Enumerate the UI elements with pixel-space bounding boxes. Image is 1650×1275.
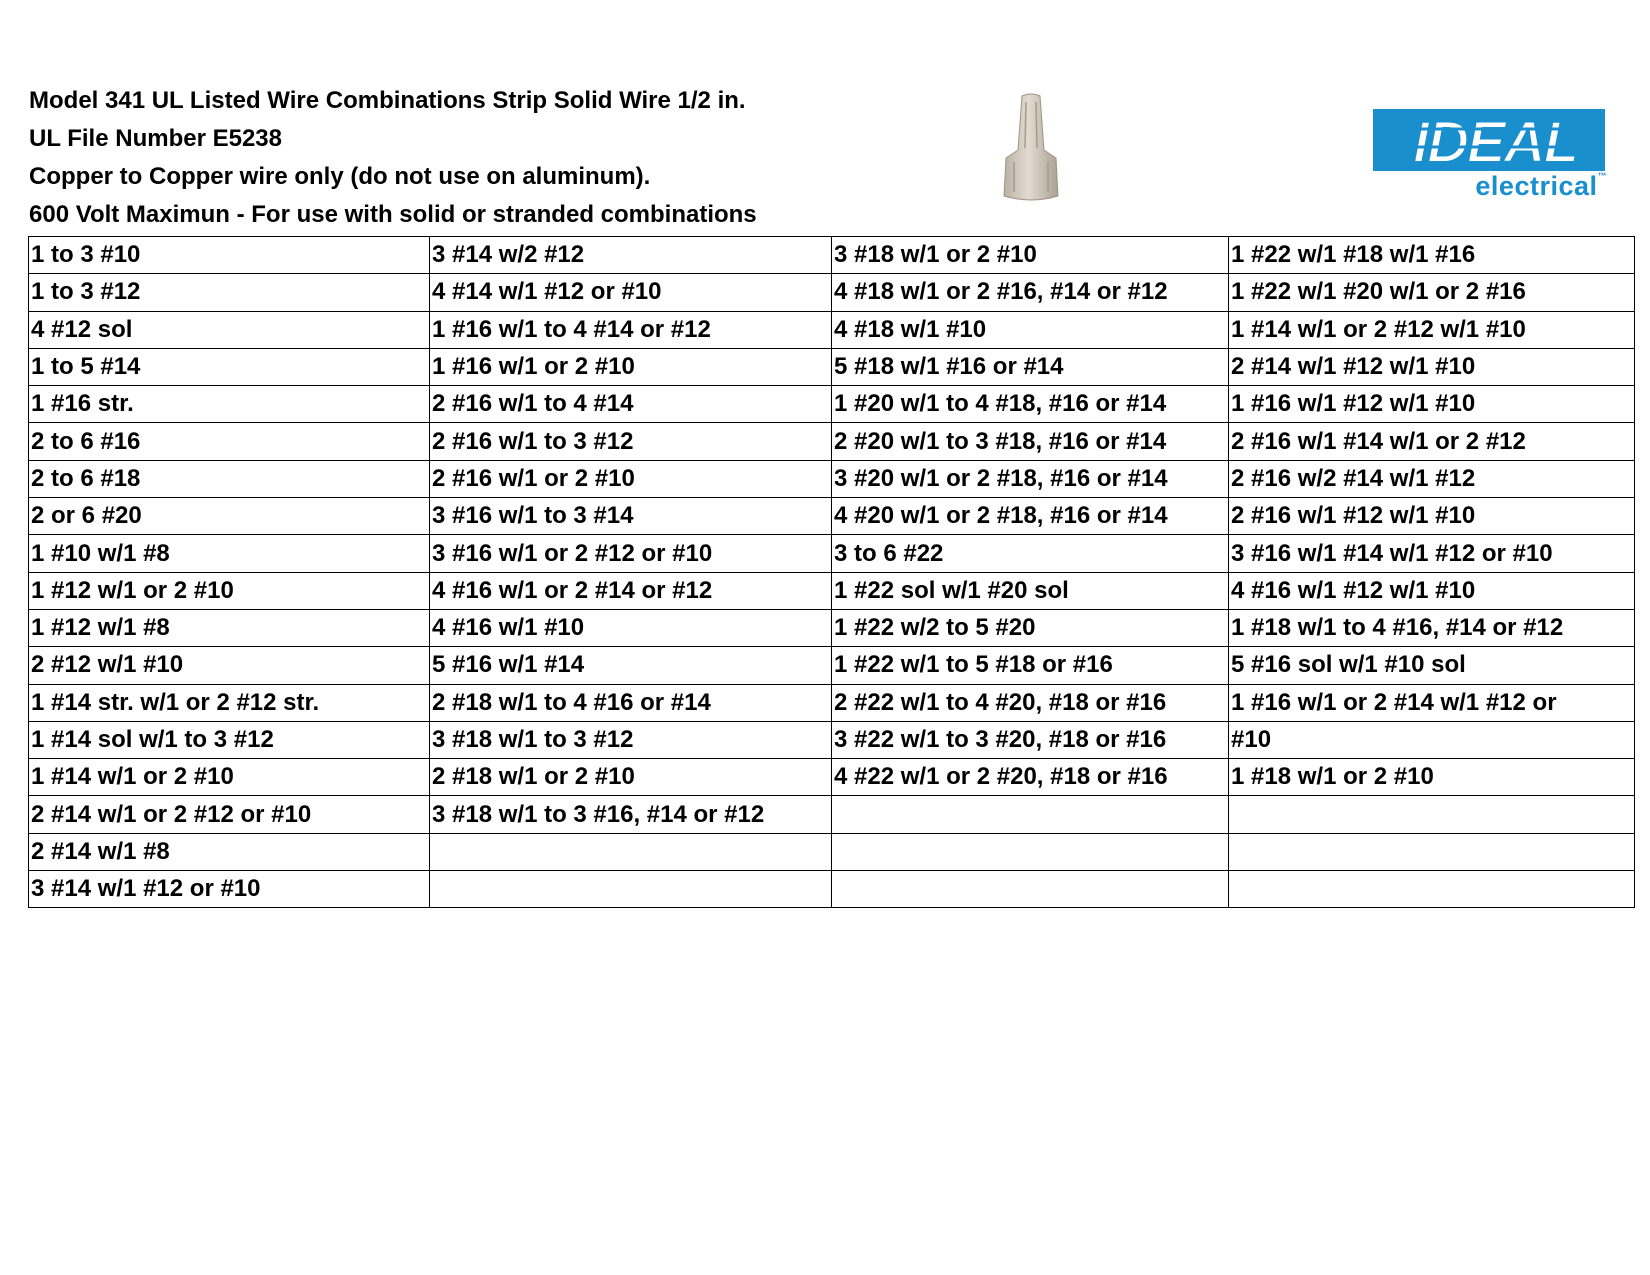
table-cell: 2 #14 w/1 #12 w/1 #10 (1229, 348, 1635, 385)
wire-combinations-table (28, 236, 1635, 908)
wire-connector-icon (1000, 92, 1062, 204)
table-cell: 2 #22 w/1 to 4 #20, #18 or #16 (832, 684, 1229, 721)
table-cell: 1 to 5 #14 (29, 348, 430, 385)
table-cell: 1 to 3 #12 (29, 274, 430, 311)
header-copper-note: Copper to Copper wire only (do not use on aluminum). (29, 163, 651, 190)
table-cell: 1 #18 w/1 or 2 #10 (1229, 759, 1635, 796)
table-cell: 3 #14 w/2 #12 (430, 237, 832, 274)
table-cell: 1 #22 w/1 #18 w/1 #16 (1229, 237, 1635, 274)
table-cell: 3 #18 w/1 or 2 #10 (832, 237, 1229, 274)
table-cell: 2 #14 w/1 #8 (29, 833, 430, 870)
table-row (29, 274, 1635, 311)
table-cell: 4 #16 w/1 #12 w/1 #10 (1229, 572, 1635, 609)
table-cell: 1 #14 sol w/1 to 3 #12 (29, 721, 430, 758)
table-cell (430, 871, 832, 908)
table-cell: 2 #18 w/1 or 2 #10 (430, 759, 832, 796)
table-cell: 3 #14 w/1 #12 or #10 (29, 871, 430, 908)
header-ul-file: UL File Number E5238 (29, 125, 282, 152)
table-cell: 1 #12 w/1 or 2 #10 (29, 572, 430, 609)
table-cell: 2 #16 w/1 #14 w/1 or 2 #12 (1229, 423, 1635, 460)
table-cell: 5 #18 w/1 #16 or #14 (832, 348, 1229, 385)
table-row (29, 498, 1635, 535)
table-row (29, 572, 1635, 609)
table-cell: 5 #16 sol w/1 #10 sol (1229, 647, 1635, 684)
table-cell: 2 #16 w/1 or 2 #10 (430, 460, 832, 497)
table-row (29, 647, 1635, 684)
ideal-electrical-logo (1373, 107, 1621, 203)
table-row (29, 237, 1635, 274)
table-row (29, 721, 1635, 758)
logo-subtitle: electrical™ (1475, 171, 1607, 201)
table-cell: 1 #16 w/1 or 2 #14 w/1 #12 or (1229, 684, 1635, 721)
table-cell: 1 #22 w/2 to 5 #20 (832, 609, 1229, 646)
table-cell: 4 #18 w/1 #10 (832, 311, 1229, 348)
table-cell: 3 #16 w/1 #14 w/1 #12 or #10 (1229, 535, 1635, 572)
table-cell: #10 (1229, 721, 1635, 758)
table-cell (832, 796, 1229, 833)
table-cell: 1 #14 str. w/1 or 2 #12 str. (29, 684, 430, 721)
table-cell: 1 #22 w/1 to 5 #18 or #16 (832, 647, 1229, 684)
table-row (29, 386, 1635, 423)
table-cell: 1 #22 w/1 #20 w/1 or 2 #16 (1229, 274, 1635, 311)
table-cell (1229, 833, 1635, 870)
table-cell: 2 #16 w/2 #14 w/1 #12 (1229, 460, 1635, 497)
table-cell: 1 #16 w/1 or 2 #10 (430, 348, 832, 385)
table-cell: 2 or 6 #20 (29, 498, 430, 535)
table-cell: 1 #12 w/1 #8 (29, 609, 430, 646)
table-cell (832, 871, 1229, 908)
table-row (29, 460, 1635, 497)
table-cell: 2 #12 w/1 #10 (29, 647, 430, 684)
table-cell: 3 #16 w/1 to 3 #14 (430, 498, 832, 535)
table-cell: 2 #18 w/1 to 4 #16 or #14 (430, 684, 832, 721)
table-cell: 4 #18 w/1 or 2 #16, #14 or #12 (832, 274, 1229, 311)
document-header (29, 82, 757, 234)
table-row (29, 833, 1635, 870)
table-cell: 4 #16 w/1 #10 (430, 609, 832, 646)
table-row (29, 348, 1635, 385)
table-cell: 3 to 6 #22 (832, 535, 1229, 572)
table-cell (832, 833, 1229, 870)
table-row (29, 423, 1635, 460)
table-cell: 1 #22 sol w/1 #20 sol (832, 572, 1229, 609)
table-cell: 2 to 6 #16 (29, 423, 430, 460)
table-cell: 1 #10 w/1 #8 (29, 535, 430, 572)
table-cell: 4 #14 w/1 #12 or #10 (430, 274, 832, 311)
table-body (29, 237, 1635, 908)
table-cell: 3 #18 w/1 to 3 #12 (430, 721, 832, 758)
table-cell: 2 #14 w/1 or 2 #12 or #10 (29, 796, 430, 833)
table-cell: 1 #14 w/1 or 2 #10 (29, 759, 430, 796)
table-cell: 3 #22 w/1 to 3 #20, #18 or #16 (832, 721, 1229, 758)
table-row (29, 684, 1635, 721)
table-cell: 4 #22 w/1 or 2 #20, #18 or #16 (832, 759, 1229, 796)
table-row (29, 609, 1635, 646)
table-cell: 4 #12 sol (29, 311, 430, 348)
table-cell: 3 #16 w/1 or 2 #12 or #10 (430, 535, 832, 572)
table-cell: 5 #16 w/1 #14 (430, 647, 832, 684)
table-cell: 3 #18 w/1 to 3 #16, #14 or #12 (430, 796, 832, 833)
table-row (29, 871, 1635, 908)
table-cell (1229, 796, 1635, 833)
table-cell: 4 #16 w/1 or 2 #14 or #12 (430, 572, 832, 609)
table-cell (430, 833, 832, 870)
table-cell: 1 #18 w/1 to 4 #16, #14 or #12 (1229, 609, 1635, 646)
table-cell: 4 #20 w/1 or 2 #18, #16 or #14 (832, 498, 1229, 535)
header-voltage-note: 600 Volt Maximun - For use with solid or stranded combinations (29, 201, 757, 228)
table-row (29, 535, 1635, 572)
table-cell: 1 #16 w/1 #12 w/1 #10 (1229, 386, 1635, 423)
table-cell: 1 #16 str. (29, 386, 430, 423)
ideal-wordmark-icon (1373, 107, 1621, 175)
table-cell: 2 #16 w/1 #12 w/1 #10 (1229, 498, 1635, 535)
table-cell (1229, 871, 1635, 908)
table-cell: 2 #16 w/1 to 3 #12 (430, 423, 832, 460)
table-cell: 2 to 6 #18 (29, 460, 430, 497)
table-cell: 3 #20 w/1 or 2 #18, #16 or #14 (832, 460, 1229, 497)
svg-text:IDEAL: IDEAL (1413, 110, 1577, 175)
table-cell: 1 to 3 #10 (29, 237, 430, 274)
table-cell: 2 #16 w/1 to 4 #14 (430, 386, 832, 423)
table-row (29, 759, 1635, 796)
header-title: Model 341 UL Listed Wire Combinations Strip Solid Wire 1/2 in. (29, 87, 746, 114)
table-row (29, 311, 1635, 348)
table-cell: 1 #16 w/1 to 4 #14 or #12 (430, 311, 832, 348)
table-cell: 1 #14 w/1 or 2 #12 w/1 #10 (1229, 311, 1635, 348)
table-row (29, 796, 1635, 833)
table-cell: 2 #20 w/1 to 3 #18, #16 or #14 (832, 423, 1229, 460)
table-cell: 1 #20 w/1 to 4 #18, #16 or #14 (832, 386, 1229, 423)
